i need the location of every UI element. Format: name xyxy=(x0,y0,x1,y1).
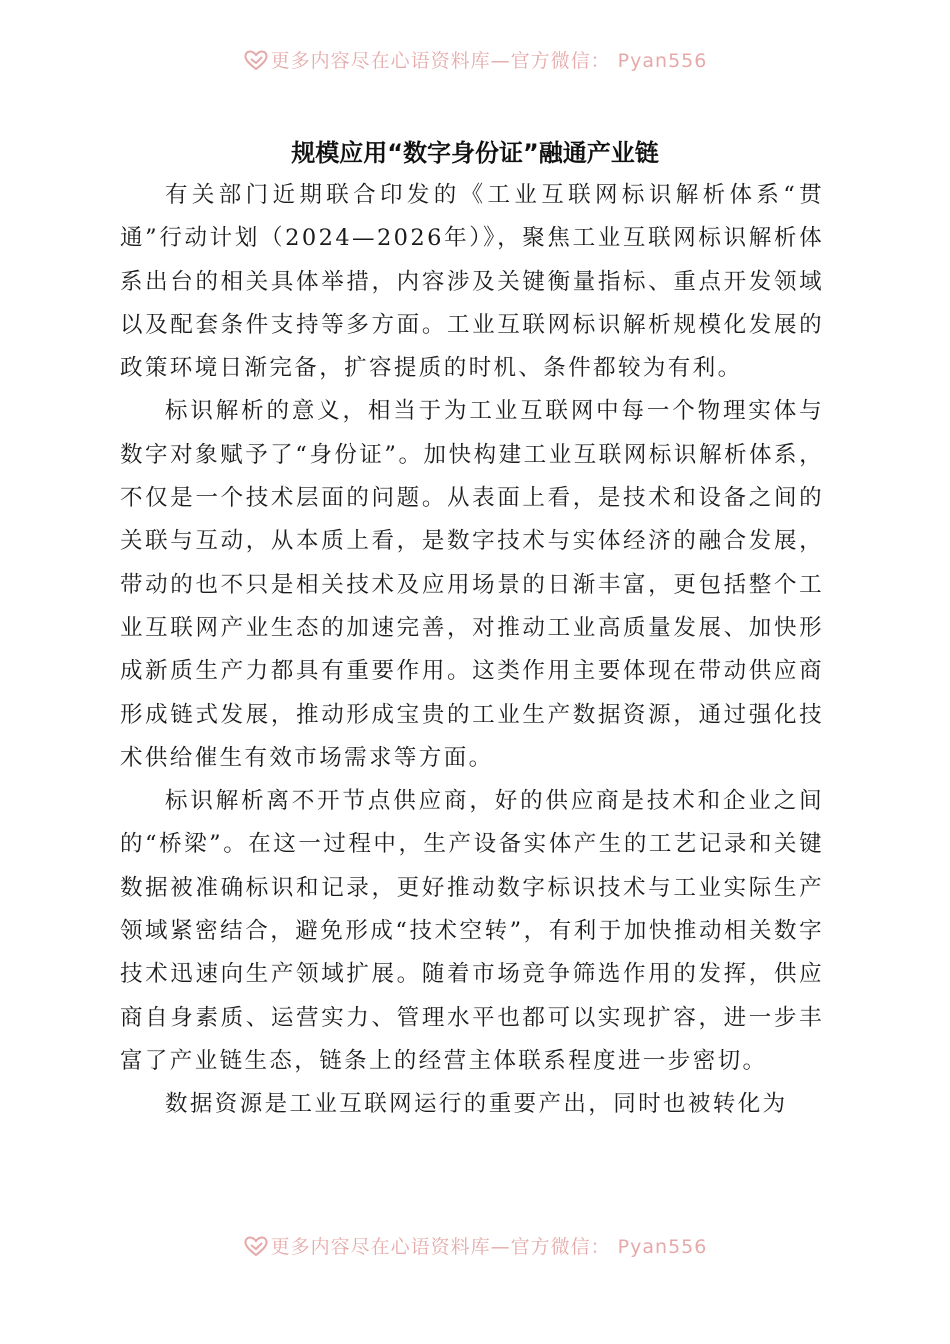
watermark-bottom xyxy=(0,1232,950,1259)
heart-hand-logo-icon xyxy=(243,1235,269,1257)
document-body xyxy=(120,174,824,1127)
paragraph-3: 标识解析离不开节点供应商，好的供应商是技术和企业之间的“桥梁”。在这一过程中，生产设备实体产生的工艺记录和关键数据被准确标识和记录，更好推动数字标识技术与工业实际生产领域紧密结合，避免形成“技术空转”，有利于加快推动相关数字技术迅速向生产领域扩展。随着市场竞争筛选作用的发挥，供应商自身素质、运营实力、管理水平也都可以实现扩容，进一步丰富了产业链生态，链条上的经营主体联系程度进一步密切。 xyxy=(120,788,824,1074)
watermark-text: 更多内容尽在心语资料库—官方微信： Pyan556 xyxy=(270,50,708,72)
paragraph-1: 有关部门近期联合印发的《工业互联网标识解析体系“贯通”行动计划（2024—2026年）》，聚焦工业互联网标识解析体系出台的相关具体举措，内容涉及关键衡量指标、重点开发领域以及配套条件支持等多方面。工业互联网标识解析规模化发展的政策环境日渐完备，扩容提质的时机、条件都较为有利。 xyxy=(120,182,824,382)
watermark-top xyxy=(0,46,950,73)
document-title: 规模应用“数字身份证”融通产业链 xyxy=(291,139,659,167)
watermark-text: 更多内容尽在心语资料库—官方微信： Pyan556 xyxy=(270,1236,708,1258)
paragraph-4: 数据资源是工业互联网运行的重要产出，同时也被转化为 xyxy=(165,1091,788,1118)
paragraph-2: 标识解析的意义，相当于为工业互联网中每一个物理实体与数字对象赋予了“身份证”。加快构建工业互联网标识解析体系，不仅是一个技术层面的问题。从表面上看，是技术和设备之间的关联与互动，从本质上看，是数字技术与实体经济的融合发展，带动的也不只是相关技术及应用场景的日渐丰富，更包括整个工业互联网产业生态的加速完善，对推动工业高质量发展、加快形成新质生产力都具有重要作用。这类作用主要体现在带动供应商形成链式发展，推动形成宝贵的工业生产数据资源，通过强化技术供给催生有效市场需求等方面。 xyxy=(120,398,824,771)
heart-hand-logo-icon xyxy=(243,49,269,71)
